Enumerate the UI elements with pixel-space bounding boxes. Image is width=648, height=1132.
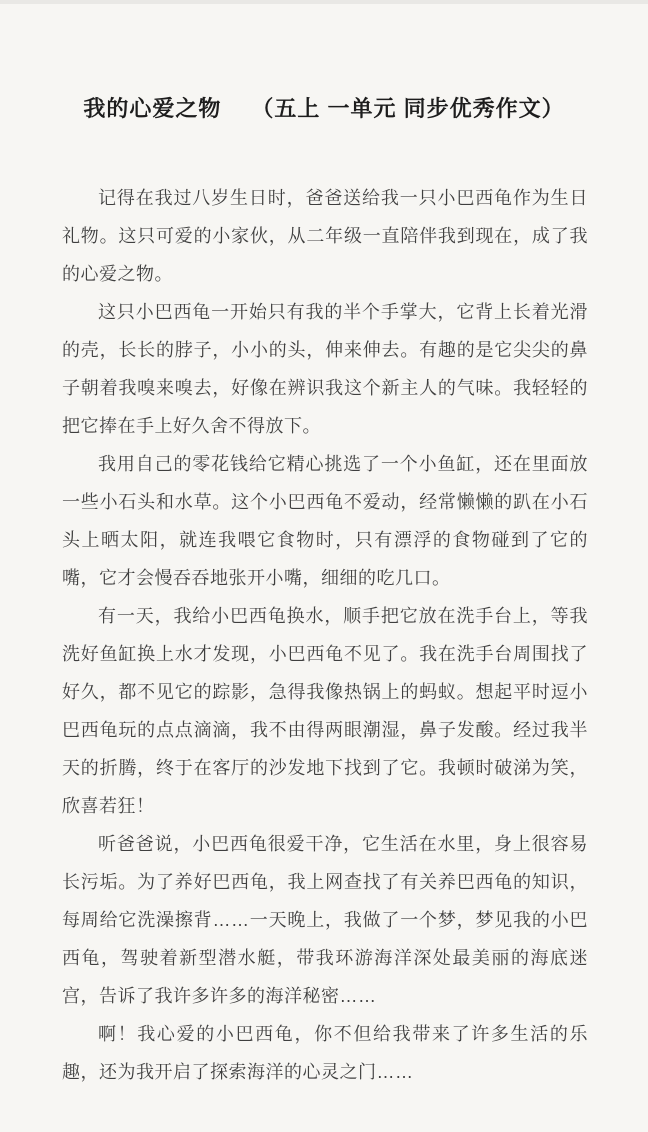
essay-body <box>62 179 588 1091</box>
essay-paragraph: 有一天，我给小巴西龟换水，顺手把它放在洗手台上，等我洗好鱼缸换上水才发现，小巴西龟不见了。我在洗手台周围找了好久，都不见它的踪影，急得我像热锅上的蚂蚁。想起平时逗小巴西龟玩的点点滴滴，我不由得两眼潮湿，鼻子发酸。经过我半天的折腾，终于在客厅的沙发地下找到了它。我顿时破涕为笑，欣喜若狂！ <box>62 606 588 816</box>
essay-title: 我的心爱之物 <box>83 96 222 121</box>
top-divider-bar <box>0 0 648 4</box>
essay-paragraph: 听爸爸说，小巴西龟很爱干净，它生活在水里，身上很容易长污垢。为了养好巴西龟，我上网查找了有关养巴西龟的知识，每周给它洗澡擦背……一天晚上，我做了一个梦，梦见我的小巴西龟，驾驶着新型潜水艇，带我环游海洋深处最美丽的海底迷宫，告诉了我许多许多的海洋秘密…… <box>62 834 588 1006</box>
essay-paragraph: 记得在我过八岁生日时，爸爸送给我一只小巴西龟作为生日礼物。这只可爱的小家伙，从二年级一直陪伴我到现在，成了我的心爱之物。 <box>62 188 588 284</box>
essay-paragraph: 我用自己的零花钱给它精心挑选了一个小鱼缸，还在里面放一些小石头和水草。这个小巴西龟不爱动，经常懒懒的趴在小石头上晒太阳，就连我喂它食物时，只有漂浮的食物碰到了它的嘴，它才会慢吞吞地张开小嘴，细细的吃几口。 <box>62 454 588 588</box>
essay-paragraph: 啊！我心爱的小巴西龟，你不但给我带来了许多生活的乐趣，还为我开启了探索海洋的心灵之门…… <box>62 1024 588 1082</box>
essay-subtitle: （五上 一单元 同步优秀作文） <box>251 96 565 121</box>
page-title <box>0 92 648 123</box>
essay-paragraph: 这只小巴西龟一开始只有我的半个手掌大，它背上长着光滑的壳，长长的脖子，小小的头，伸来伸去。有趣的是它尖尖的鼻子朝着我嗅来嗅去，好像在辨识我这个新主人的气味。我轻轻的把它捧在手上好久舍不得放下。 <box>62 302 588 436</box>
